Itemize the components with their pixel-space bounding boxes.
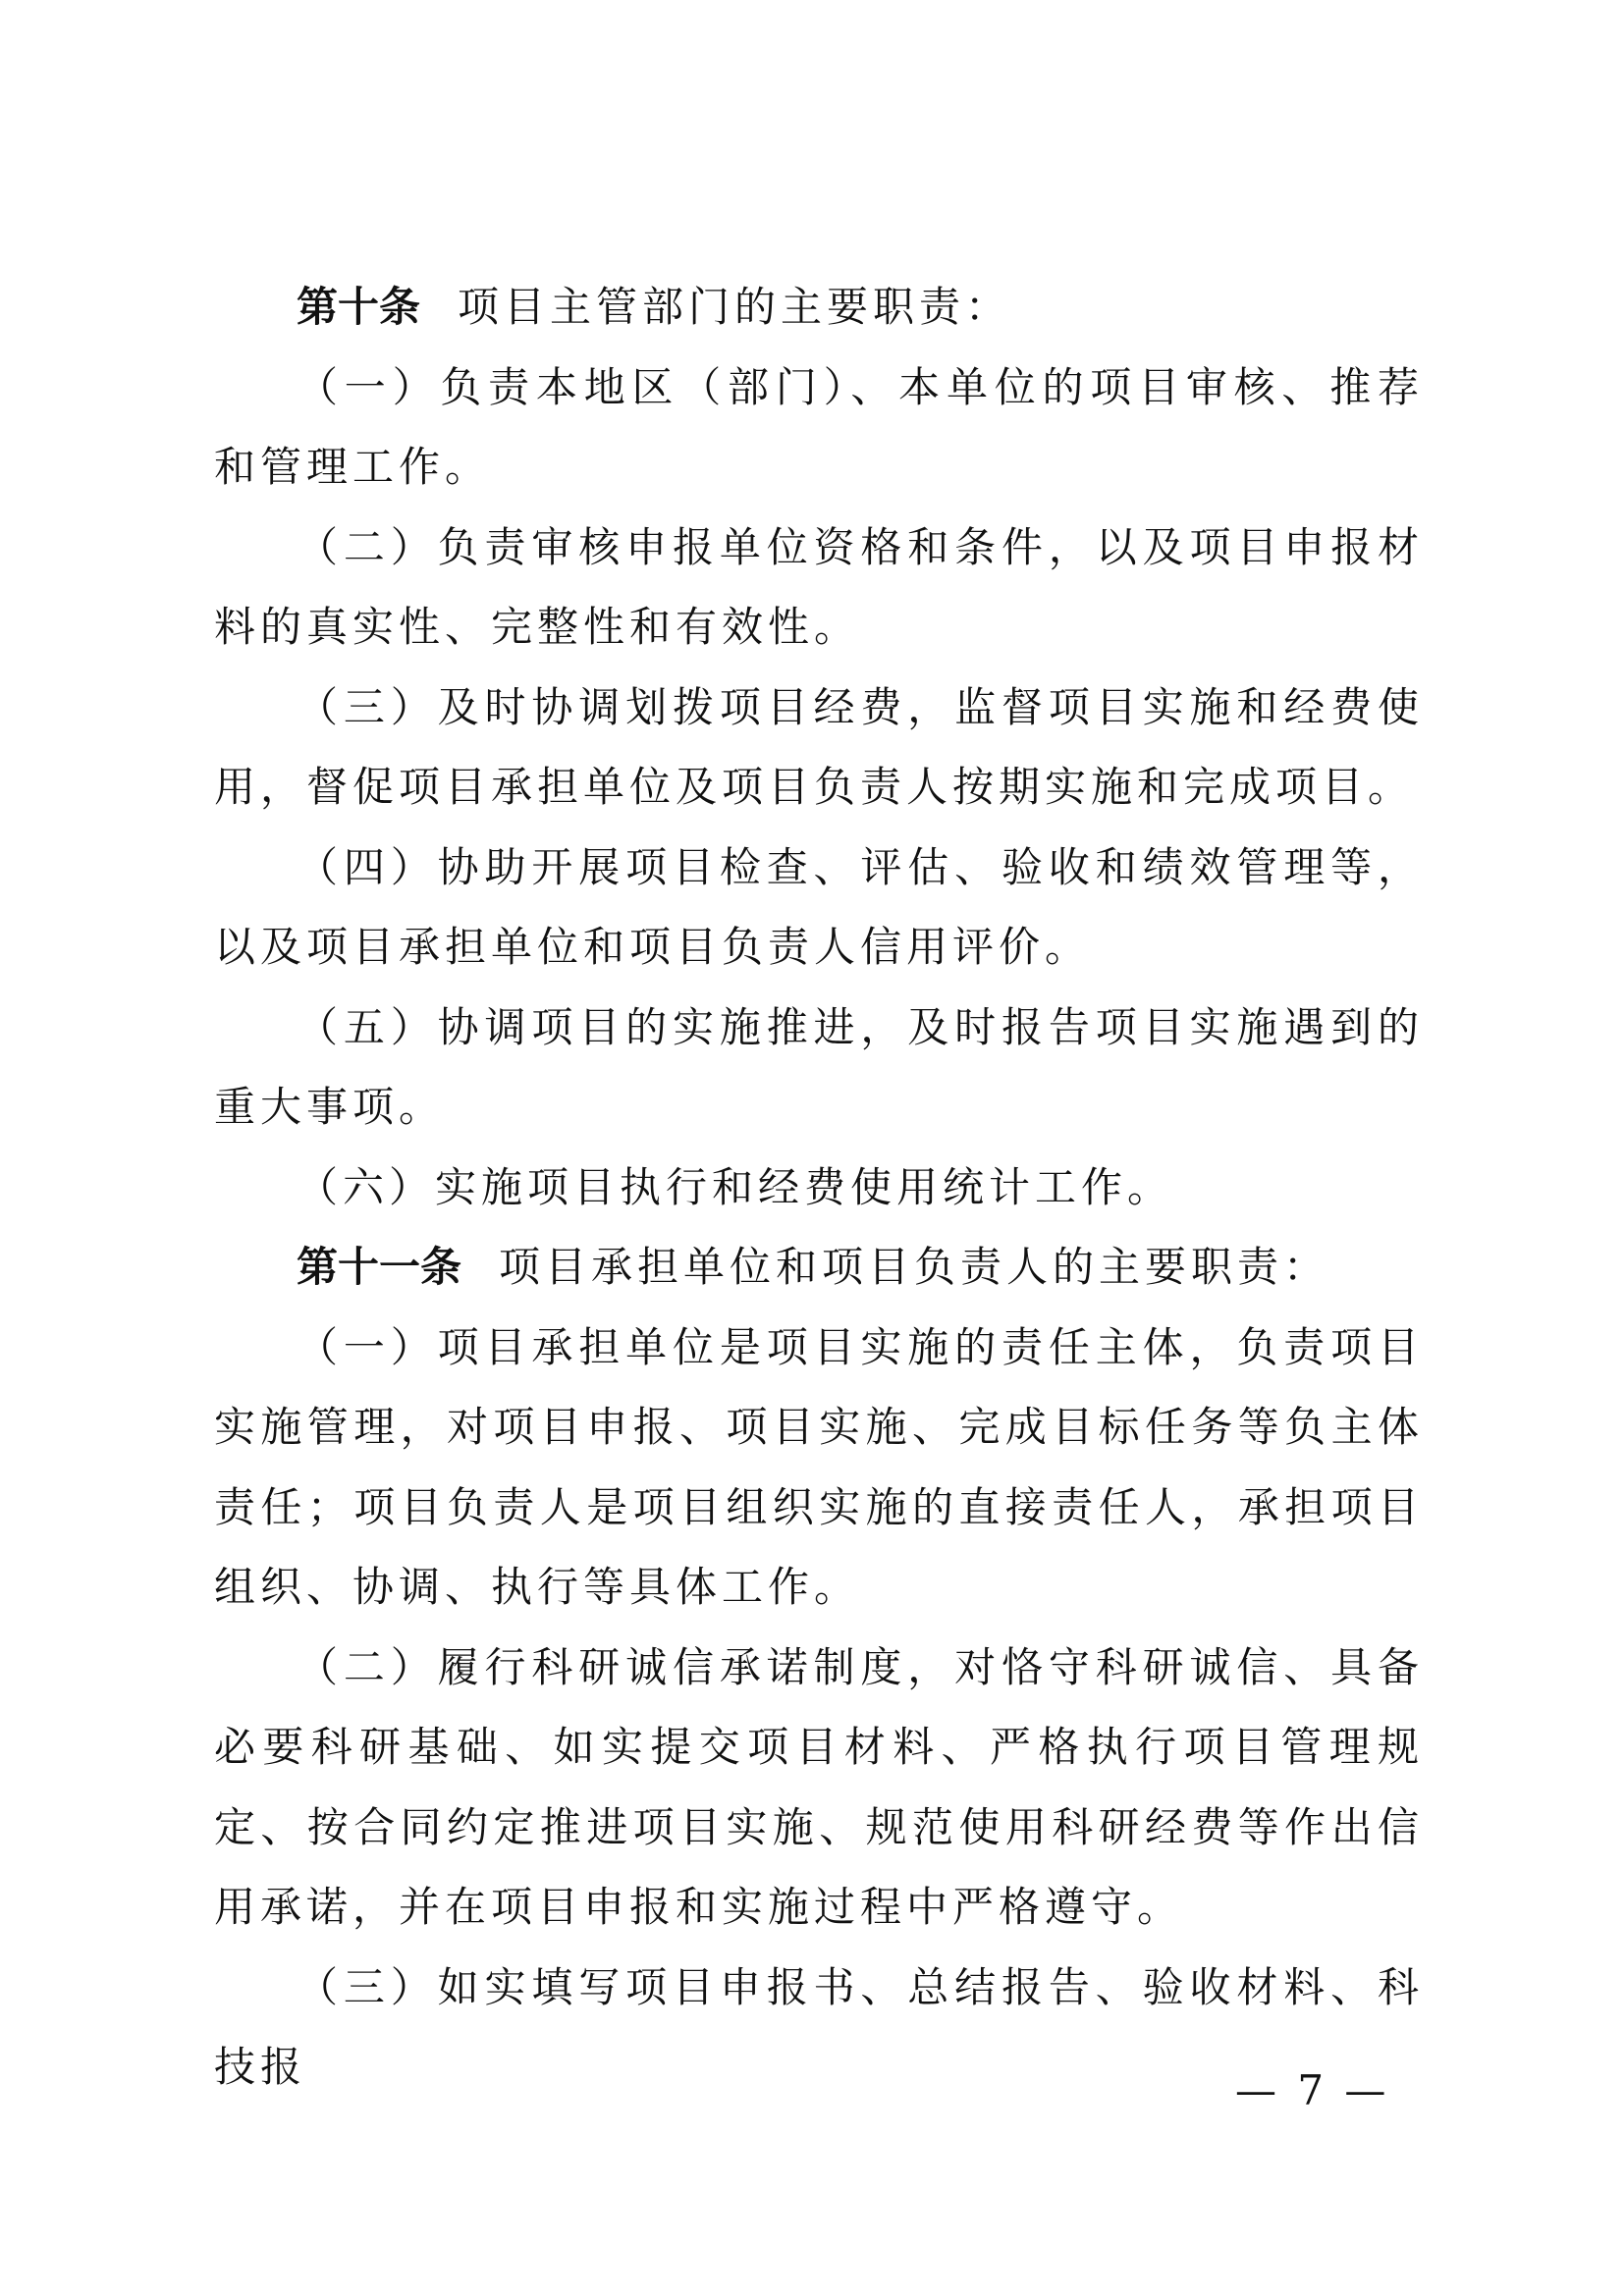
page-number: — 7 — [1235, 2066, 1390, 2114]
paragraph-text: （一）负责本地区（部门）、本单位的项目审核、推荐和管理工作。 [214, 362, 1424, 491]
article-10-item-3 [214, 667, 1424, 828]
paragraph-text: （二）负责审核申报单位资格和条件，以及项目申报材料的真实性、完整性和有效性。 [214, 522, 1424, 651]
article-10-item-2 [214, 507, 1424, 667]
paragraph-text: （三）及时协调划拨项目经费，监督项目实施和经费使用，督促项目承担单位及项目负责人按期实施和完成项目。 [214, 682, 1424, 811]
article-11-item-2 [214, 1628, 1424, 1948]
paragraph-text: 项目主管部门的主要职责： [458, 283, 1012, 331]
paragraph-text: （二）履行科研诚信承诺制度，对恪守科研诚信、具备必要科研基础、如实提交项目材料、严格执行项目管理规定、按合同约定推进项目实施、规范使用科研经费等作出信用承诺，并在项目申报和实施过程中严格遵守。 [214, 1642, 1424, 1931]
article-10-item-6 [214, 1148, 1424, 1228]
paragraph-text: （六）实施项目执行和经费使用统计工作。 [297, 1162, 1174, 1211]
paragraph-text: （五）协调项目的实施推进，及时报告项目实施遇到的重大事项。 [214, 1002, 1424, 1131]
article-10-item-1 [214, 347, 1424, 507]
paragraph-text: （一）项目承担单位是项目实施的责任主体，负责项目实施管理，对项目申报、项目实施、完成目标任务等负主体责任；项目负责人是项目组织实施的直接责任人，承担项目组织、协调、执行等具体工作。 [214, 1322, 1424, 1611]
document-body [214, 267, 1424, 2108]
article-heading: 第十一条 [297, 1243, 462, 1291]
paragraph-text: （三）如实填写项目申报书、总结报告、验收材料、科技报 [214, 1962, 1424, 2091]
article-11-paragraph [214, 1227, 1424, 1308]
paragraph-text: （四）协助开展项目检查、评估、验收和绩效管理等，以及项目承担单位和项目负责人信用评价。 [214, 842, 1424, 971]
article-10-paragraph [214, 267, 1424, 347]
article-11-item-1 [214, 1308, 1424, 1628]
article-heading: 第十条 [297, 283, 421, 331]
paragraph-text: 项目承担单位和项目负责人的主要职责： [499, 1243, 1330, 1291]
article-10-item-4 [214, 828, 1424, 988]
article-10-item-5 [214, 988, 1424, 1148]
